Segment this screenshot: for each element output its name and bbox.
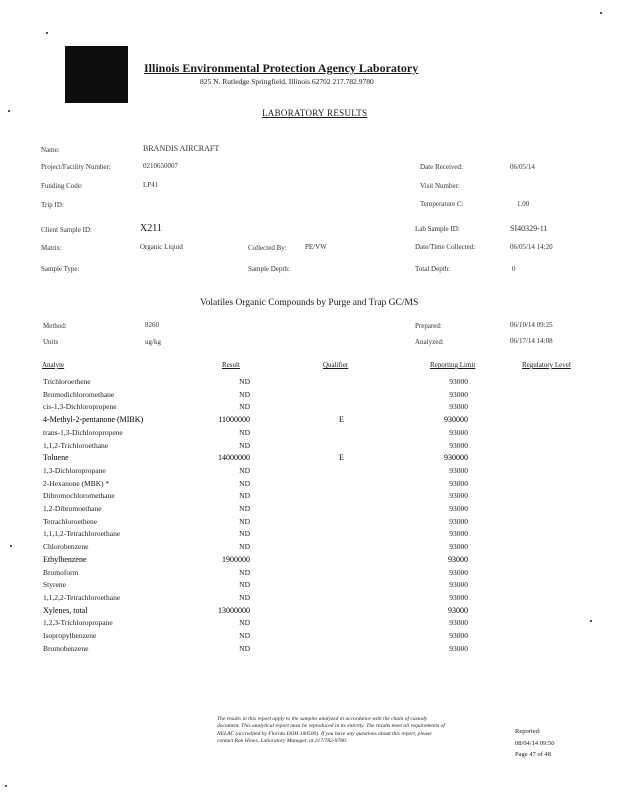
qualifier-cell: E — [339, 453, 344, 463]
date-received-value: 06/05/14 — [510, 163, 535, 171]
prepared-value: 06/10/14 09:25 — [510, 321, 553, 329]
reporting-limit-cell: 93000 — [449, 529, 468, 539]
col-reporting-limit-header: Reporting Limit — [430, 361, 476, 369]
agency-title: Illinois Environmental Protection Agency Laboratory — [144, 61, 419, 75]
matrix-label: Matrix: — [41, 244, 62, 252]
method-value: 8260 — [145, 321, 159, 329]
result-cell: ND — [239, 580, 250, 590]
col-analyte-header: Analyte — [42, 361, 65, 369]
name-value: BRANDIS AIRCRAFT — [143, 144, 220, 153]
analyte-cell: 1,2-Dibromoethane — [43, 504, 102, 513]
sample-depth-label: Sample Depth: — [248, 265, 290, 273]
lab-sample-value: SI40329-11 — [510, 224, 548, 233]
reporting-limit-cell: 93000 — [449, 542, 468, 552]
result-cell: ND — [239, 402, 250, 412]
result-cell: ND — [239, 592, 250, 602]
scan-speck — [8, 110, 10, 112]
result-cell: ND — [239, 377, 250, 386]
units-label: Units — [43, 338, 59, 346]
analyte-cell: Chlorobenzene — [43, 542, 89, 552]
reporting-limit-cell: 93000 — [449, 478, 468, 488]
analyte-cell: 1,1,2,2-Tetrachloroethane — [43, 592, 121, 602]
date-received-label: Date Received: — [420, 163, 463, 171]
lab-sample-label: Lab Sample ID: — [415, 225, 460, 233]
client-sample-label: Client Sample ID: — [41, 226, 92, 234]
result-cell: ND — [239, 440, 250, 450]
result-cell: ND — [239, 491, 250, 501]
col-result-header: Result — [222, 361, 240, 369]
analyte-cell: trans-1,3-Dichloropropene — [43, 427, 123, 437]
result-cell: ND — [239, 542, 250, 552]
analyte-cell: Bromoform — [43, 567, 79, 577]
total-depth-value: 0 — [512, 265, 516, 273]
temperature-value: 1.00 — [517, 200, 530, 208]
units-value: ug/kg — [145, 338, 161, 346]
agency-address: 825 N. Rutledge Springfield, Illinois 62702 217.782.9780 — [200, 77, 374, 86]
project-label: Project/Facility Number: — [41, 163, 111, 171]
reporting-limit-cell: 93000 — [449, 516, 468, 526]
reporting-limit-cell: 930000 — [444, 453, 468, 463]
footer-disclaimer: The results in this report apply to the samples analyzed in accordance with the chain of custody document. This analytical report must be reproduced in its entirety. The results meet all requirements of NELAC (accredited by Florida DOH 100500). If you have any questions about this report, please contact Ron Hines, Laboratory Manager, at 217/782-9780. — [217, 716, 445, 745]
analyte-cell: Tetrachloroethene — [43, 516, 98, 526]
analyte-cell: 1,2,3-Trichloropropane — [43, 618, 113, 628]
total-depth-label: Total Depth: — [415, 265, 451, 273]
funding-value: LP41 — [143, 181, 159, 189]
col-regulatory-level-header: Regulatory Level — [522, 361, 571, 369]
reporting-limit-cell: 93000 — [449, 427, 468, 437]
result-cell: ND — [239, 465, 250, 475]
analyte-cell: 2-Hexanone (MBK) * — [43, 478, 110, 488]
visit-number-label: Visit Number: — [420, 182, 460, 190]
page-title: LABORATORY RESULTS — [262, 108, 368, 118]
reporting-limit-cell: 93000 — [449, 592, 468, 602]
section-title: Volatiles Organic Compounds by Purge and Trap GC/MS — [200, 298, 419, 308]
analyte-cell: Bromobenzene — [43, 643, 89, 653]
analyte-cell: Dibromochloromethane — [43, 491, 115, 501]
result-cell: 13000000 — [218, 605, 250, 615]
result-cell: ND — [239, 567, 250, 577]
project-value: 0210650007 — [143, 162, 178, 170]
name-label: Name: — [41, 146, 60, 154]
analyzed-label: Analyzed: — [415, 338, 444, 346]
analyte-cell: Xylenes, total — [43, 605, 88, 615]
reporting-limit-cell: 93000 — [449, 389, 468, 399]
reporting-limit-cell: 93000 — [449, 491, 468, 501]
reporting-limit-cell: 930000 — [444, 415, 468, 425]
matrix-value: Organic Liquid — [140, 243, 183, 251]
analyte-cell: 1,1,1,2-Tetrachloroethane — [43, 529, 121, 539]
reporting-limit-cell: 93000 — [449, 504, 468, 513]
analyzed-value: 06/17/14 14:08 — [510, 337, 553, 345]
result-cell: ND — [239, 529, 250, 539]
analyte-cell: 1,3-Dichloropropane — [43, 465, 106, 475]
reporting-limit-cell: 93000 — [449, 567, 468, 577]
reporting-limit-cell: 93000 — [449, 402, 468, 412]
date-collected-value: 06/05/14 14:20 — [510, 243, 553, 251]
result-cell: 11000000 — [218, 415, 250, 425]
analyte-cell: 4-Methyl-2-pentanone (MIBK) — [43, 415, 144, 425]
col-qualifier-header: Qualifier — [323, 361, 349, 369]
result-cell: 14000000 — [218, 453, 250, 463]
result-cell: ND — [239, 427, 250, 437]
method-label: Method: — [43, 322, 67, 330]
result-cell: ND — [239, 504, 250, 513]
trip-id-label: Trip ID: — [41, 201, 64, 209]
analyte-cell: Bromodichloromethane — [43, 389, 115, 399]
prepared-label: Prepared: — [415, 322, 442, 330]
scan-speck — [46, 32, 48, 34]
page-number: Page 47 of 48 — [515, 751, 551, 758]
collected-by-value: PE/VW — [305, 243, 327, 251]
analyte-cell: Isopropylbenzene — [43, 631, 97, 640]
result-cell: 1900000 — [222, 554, 250, 564]
analyte-cell: Ethylbenzene — [43, 554, 87, 564]
analyte-cell: 1,1,2-Trichloroethane — [43, 440, 109, 450]
client-sample-value: X211 — [140, 223, 162, 234]
reporting-limit-cell: 93000 — [449, 631, 468, 640]
result-cell: ND — [239, 389, 250, 399]
sample-type-label: Sample Type: — [41, 265, 80, 273]
result-cell: ND — [239, 631, 250, 640]
reported-value: 08/04/14 09:50 — [515, 740, 555, 747]
reporting-limit-cell: 93000 — [448, 554, 468, 564]
result-cell: ND — [239, 478, 250, 488]
scan-speck — [5, 785, 7, 787]
date-collected-label: Date/Time Collected: — [415, 243, 476, 251]
reporting-limit-cell: 93000 — [449, 618, 468, 628]
analyte-cell: cis-1,3-Dichloropropene — [43, 402, 117, 412]
funding-label: Funding Code: — [41, 182, 83, 190]
reporting-limit-cell: 93000 — [448, 605, 468, 615]
analyte-cell: Trichloroethene — [43, 377, 91, 386]
agency-logo-block — [65, 46, 128, 103]
reporting-limit-cell: 93000 — [449, 465, 468, 475]
scan-speck — [10, 545, 12, 547]
collected-by-label: Collected By: — [248, 244, 287, 252]
analyte-cell: Toluene — [43, 453, 69, 463]
temperature-label: Temperature C: — [420, 200, 464, 208]
reporting-limit-cell: 93000 — [449, 643, 468, 653]
reporting-limit-cell: 93000 — [449, 377, 468, 386]
reported-label: Reported: — [515, 728, 541, 735]
analyte-cell: Styrene — [43, 580, 66, 590]
scan-speck — [590, 620, 592, 622]
reporting-limit-cell: 93000 — [449, 580, 468, 590]
result-cell: ND — [239, 516, 250, 526]
result-cell: ND — [239, 643, 250, 653]
qualifier-cell: E — [339, 415, 344, 425]
scan-speck — [600, 12, 602, 14]
reporting-limit-cell: 93000 — [449, 440, 468, 450]
result-cell: ND — [239, 618, 250, 628]
